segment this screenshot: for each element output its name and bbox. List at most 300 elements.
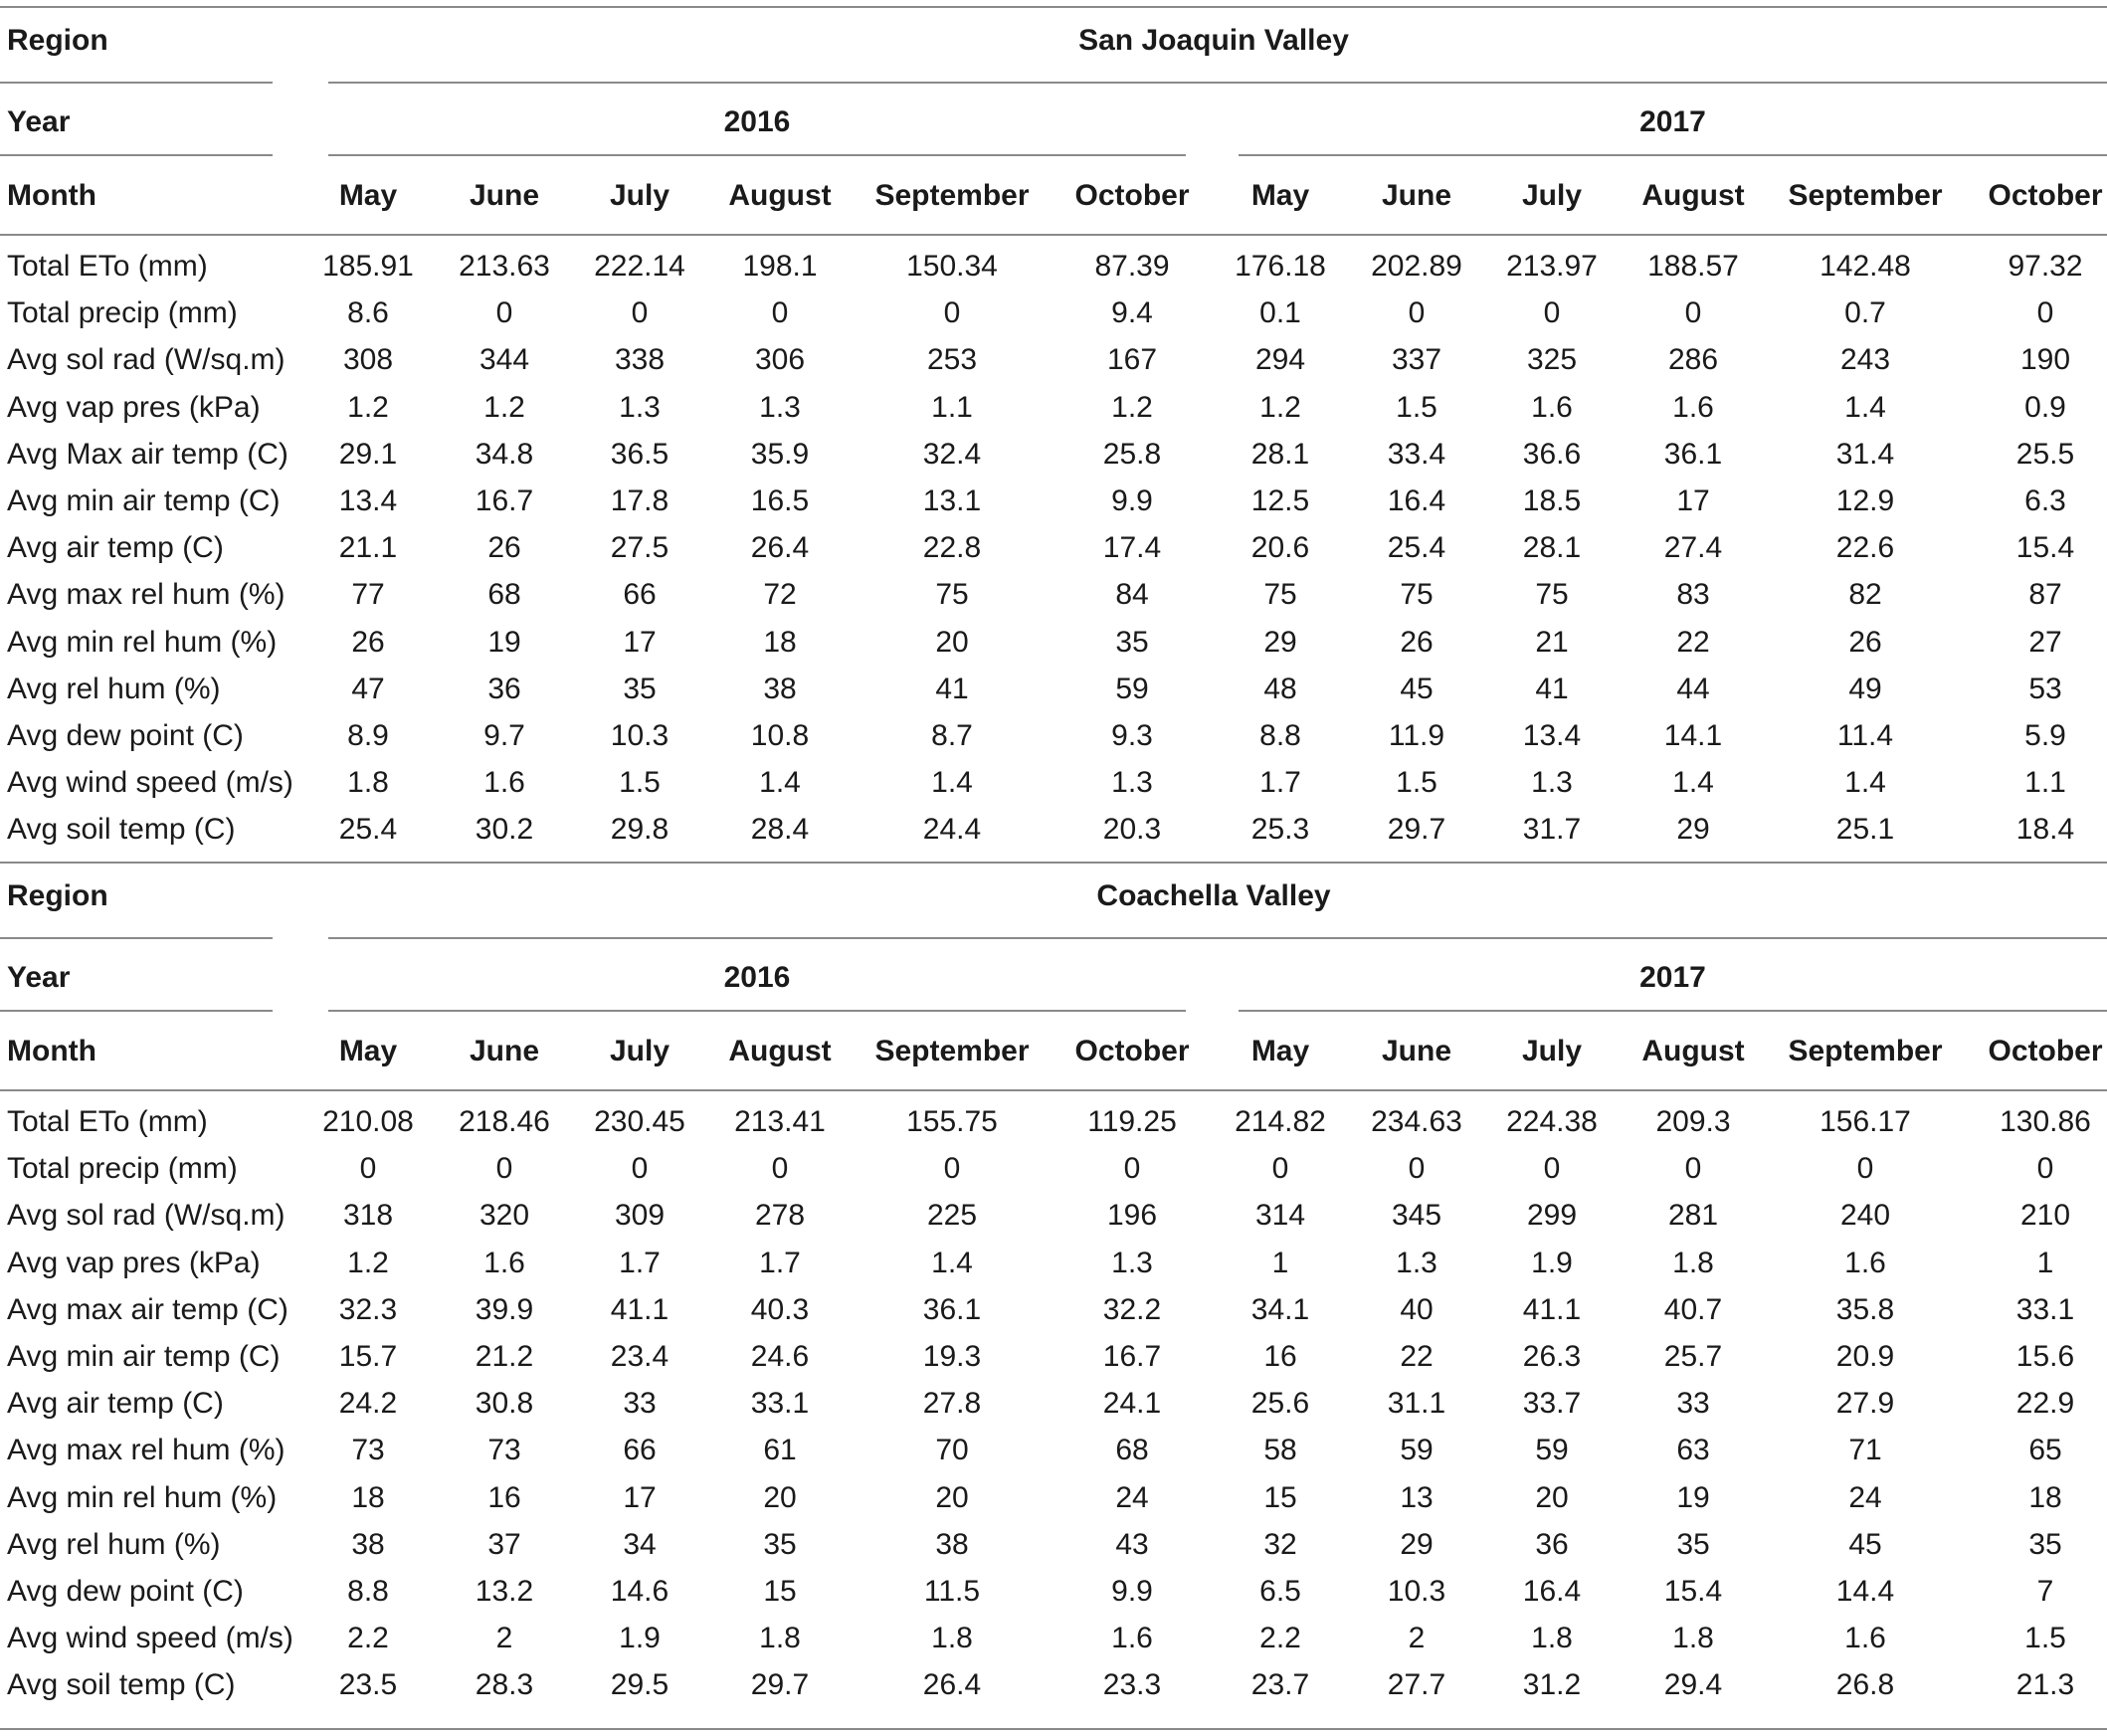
year-header-2017: 2017 bbox=[1639, 105, 1706, 138]
data-cell: 20.9 bbox=[1835, 1340, 1895, 1373]
data-cell: 209.3 bbox=[1655, 1105, 1731, 1138]
data-cell: 1.6 bbox=[1531, 391, 1573, 424]
data-cell: 25.4 bbox=[338, 813, 398, 846]
data-cell: 1.6 bbox=[1111, 1622, 1153, 1654]
data-cell: 11.5 bbox=[923, 1575, 981, 1608]
data-cell: 32.3 bbox=[338, 1293, 398, 1326]
data-cell: 10.3 bbox=[1387, 1575, 1446, 1608]
data-cell: 19 bbox=[1676, 1481, 1710, 1514]
data-cell: 1.3 bbox=[1111, 766, 1153, 799]
data-cell: 253 bbox=[926, 343, 978, 376]
data-cell: 26 bbox=[1848, 626, 1882, 659]
data-cell: 35 bbox=[2028, 1528, 2062, 1561]
data-cell: 21 bbox=[1535, 626, 1569, 659]
rule-year-2016 bbox=[328, 1010, 1186, 1012]
data-cell: 59 bbox=[1400, 1434, 1434, 1466]
year-header-2016: 2016 bbox=[723, 961, 791, 994]
rule-year-2017 bbox=[1239, 1010, 2107, 1012]
data-cell: 15.4 bbox=[2015, 531, 2075, 564]
row-label: Avg rel hum (%) bbox=[7, 673, 221, 705]
month-header: June bbox=[469, 1035, 540, 1067]
row-label: Total ETo (mm) bbox=[7, 250, 208, 283]
rule-label-column bbox=[0, 937, 273, 939]
data-cell: 142.48 bbox=[1820, 250, 1911, 283]
data-cell: 26 bbox=[487, 531, 521, 564]
data-cell: 15.7 bbox=[338, 1340, 398, 1373]
data-cell: 1.5 bbox=[619, 766, 661, 799]
data-cell: 66 bbox=[623, 1434, 657, 1466]
data-cell: 0 bbox=[1543, 1152, 1561, 1185]
data-cell: 0 bbox=[943, 296, 961, 329]
data-cell: 16.5 bbox=[750, 484, 810, 517]
data-cell: 20 bbox=[935, 1481, 969, 1514]
data-cell: 23.3 bbox=[1102, 1668, 1162, 1701]
data-cell: 9.4 bbox=[1111, 296, 1153, 329]
data-cell: 11.4 bbox=[1836, 719, 1894, 752]
data-cell: 36.1 bbox=[1663, 438, 1723, 471]
data-cell: 156.17 bbox=[1820, 1105, 1911, 1138]
data-cell: 35 bbox=[763, 1528, 797, 1561]
data-cell: 36.5 bbox=[610, 438, 670, 471]
data-cell: 33 bbox=[1676, 1387, 1710, 1420]
data-cell: 1 bbox=[1271, 1247, 1289, 1279]
data-cell: 27.5 bbox=[610, 531, 670, 564]
data-cell: 24.6 bbox=[750, 1340, 810, 1373]
data-cell: 9.9 bbox=[1111, 484, 1153, 517]
data-cell: 35 bbox=[1676, 1528, 1710, 1561]
month-header: July bbox=[1521, 179, 1583, 212]
data-cell: 43 bbox=[1115, 1528, 1149, 1561]
data-cell: 24.1 bbox=[1102, 1387, 1162, 1420]
data-cell: 38 bbox=[763, 673, 797, 705]
data-cell: 224.38 bbox=[1506, 1105, 1598, 1138]
data-cell: 150.34 bbox=[906, 250, 998, 283]
data-cell: 0 bbox=[1543, 296, 1561, 329]
data-cell: 1.6 bbox=[1844, 1622, 1886, 1654]
month-header: May bbox=[338, 179, 398, 212]
data-cell: 27.9 bbox=[1835, 1387, 1895, 1420]
year-label: Year bbox=[7, 961, 71, 994]
data-cell: 1.8 bbox=[1531, 1622, 1573, 1654]
data-cell: 13.4 bbox=[338, 484, 398, 517]
data-cell: 345 bbox=[1391, 1199, 1442, 1232]
data-cell: 190 bbox=[2019, 343, 2071, 376]
data-cell: 299 bbox=[1526, 1199, 1578, 1232]
data-cell: 31.7 bbox=[1522, 813, 1582, 846]
rule-region-span bbox=[328, 937, 2107, 939]
month-header: July bbox=[609, 1035, 670, 1067]
data-cell: 31.2 bbox=[1522, 1668, 1582, 1701]
data-cell: 8.8 bbox=[1259, 719, 1301, 752]
data-cell: 13.1 bbox=[922, 484, 982, 517]
data-cell: 75 bbox=[935, 578, 969, 611]
data-cell: 33.1 bbox=[2015, 1293, 2075, 1326]
table-top-rule bbox=[0, 6, 2107, 8]
data-cell: 33.7 bbox=[1522, 1387, 1582, 1420]
year-header-2017: 2017 bbox=[1639, 961, 1706, 994]
data-cell: 0 bbox=[1684, 1152, 1702, 1185]
row-label: Total ETo (mm) bbox=[7, 1105, 208, 1138]
month-header: June bbox=[1381, 1035, 1452, 1067]
data-cell: 0.1 bbox=[1259, 296, 1301, 329]
data-cell: 22 bbox=[1676, 626, 1710, 659]
data-cell: 14.1 bbox=[1663, 719, 1723, 752]
data-cell: 25.8 bbox=[1102, 438, 1162, 471]
data-cell: 24 bbox=[1115, 1481, 1149, 1514]
data-cell: 28.1 bbox=[1522, 531, 1582, 564]
data-cell: 35.9 bbox=[750, 438, 810, 471]
data-cell: 30.8 bbox=[475, 1387, 534, 1420]
row-label: Avg air temp (C) bbox=[7, 1387, 224, 1420]
data-cell: 1.4 bbox=[1844, 766, 1886, 799]
data-cell: 36.1 bbox=[922, 1293, 982, 1326]
data-cell: 1.4 bbox=[1672, 766, 1714, 799]
month-header: September bbox=[1788, 179, 1943, 212]
data-cell: 66 bbox=[623, 578, 657, 611]
month-header: August bbox=[728, 1035, 832, 1067]
region-label: Region bbox=[7, 879, 108, 912]
data-cell: 0 bbox=[771, 296, 789, 329]
data-cell: 22.9 bbox=[2015, 1387, 2075, 1420]
data-cell: 278 bbox=[754, 1199, 806, 1232]
data-cell: 33.4 bbox=[1387, 438, 1446, 471]
row-label: Avg Max air temp (C) bbox=[7, 438, 288, 471]
data-cell: 1.6 bbox=[483, 1247, 525, 1279]
data-cell: 14.4 bbox=[1835, 1575, 1895, 1608]
month-label: Month bbox=[7, 179, 96, 212]
data-cell: 36 bbox=[487, 673, 521, 705]
data-cell: 34.1 bbox=[1250, 1293, 1310, 1326]
data-cell: 210 bbox=[2019, 1199, 2071, 1232]
data-cell: 213.97 bbox=[1506, 250, 1598, 283]
data-cell: 1.2 bbox=[1111, 391, 1153, 424]
data-cell: 19.3 bbox=[922, 1340, 982, 1373]
row-label: Avg wind speed (m/s) bbox=[7, 1622, 293, 1654]
data-cell: 44 bbox=[1676, 673, 1710, 705]
data-cell: 202.89 bbox=[1371, 250, 1462, 283]
data-cell: 0 bbox=[2036, 296, 2054, 329]
data-cell: 22.8 bbox=[922, 531, 982, 564]
data-cell: 35 bbox=[1115, 626, 1149, 659]
data-cell: 21.3 bbox=[2015, 1668, 2075, 1701]
data-cell: 41.1 bbox=[610, 1293, 670, 1326]
data-cell: 40.3 bbox=[750, 1293, 810, 1326]
data-cell: 1.3 bbox=[759, 391, 801, 424]
data-cell: 185.91 bbox=[322, 250, 414, 283]
data-cell: 337 bbox=[1391, 343, 1442, 376]
data-cell: 1.3 bbox=[619, 391, 661, 424]
data-cell: 37 bbox=[487, 1528, 521, 1561]
data-cell: 281 bbox=[1667, 1199, 1719, 1232]
data-cell: 26 bbox=[1400, 626, 1434, 659]
data-cell: 344 bbox=[479, 343, 530, 376]
data-cell: 0 bbox=[359, 1152, 377, 1185]
row-label: Avg rel hum (%) bbox=[7, 1528, 221, 1561]
data-cell: 29 bbox=[1263, 626, 1297, 659]
data-cell: 1.9 bbox=[1531, 1247, 1573, 1279]
data-cell: 26.8 bbox=[1835, 1668, 1895, 1701]
data-cell: 0 bbox=[771, 1152, 789, 1185]
data-cell: 294 bbox=[1254, 343, 1306, 376]
year-label: Year bbox=[7, 105, 71, 138]
data-cell: 12.9 bbox=[1835, 484, 1895, 517]
month-header: May bbox=[1250, 179, 1310, 212]
data-cell: 1.3 bbox=[1396, 1247, 1437, 1279]
data-cell: 225 bbox=[926, 1199, 978, 1232]
row-label: Avg sol rad (W/sq.m) bbox=[7, 343, 286, 376]
data-cell: 15 bbox=[1263, 1481, 1297, 1514]
data-cell: 27 bbox=[2028, 626, 2062, 659]
data-cell: 1.7 bbox=[619, 1247, 661, 1279]
data-cell: 8.7 bbox=[931, 719, 973, 752]
data-cell: 23.5 bbox=[338, 1668, 398, 1701]
data-cell: 24.2 bbox=[338, 1387, 398, 1420]
data-cell: 188.57 bbox=[1647, 250, 1739, 283]
data-cell: 24.4 bbox=[922, 813, 982, 846]
data-cell: 7 bbox=[2036, 1575, 2054, 1608]
data-cell: 18.5 bbox=[1522, 484, 1582, 517]
data-cell: 1.5 bbox=[1396, 766, 1437, 799]
data-cell: 75 bbox=[1535, 578, 1569, 611]
data-cell: 0 bbox=[1408, 1152, 1426, 1185]
data-cell: 53 bbox=[2028, 673, 2062, 705]
row-label: Total precip (mm) bbox=[7, 1152, 238, 1185]
month-label: Month bbox=[7, 1035, 96, 1067]
data-cell: 213.41 bbox=[734, 1105, 826, 1138]
data-cell: 16 bbox=[487, 1481, 521, 1514]
data-cell: 314 bbox=[1254, 1199, 1306, 1232]
data-cell: 26 bbox=[351, 626, 385, 659]
data-cell: 1.8 bbox=[931, 1622, 973, 1654]
month-header: May bbox=[1250, 1035, 1310, 1067]
data-cell: 10.8 bbox=[750, 719, 810, 752]
data-cell: 34.8 bbox=[475, 438, 534, 471]
data-cell: 0.7 bbox=[1844, 296, 1886, 329]
data-cell: 155.75 bbox=[906, 1105, 998, 1138]
data-cell: 214.82 bbox=[1235, 1105, 1326, 1138]
data-cell: 32 bbox=[1263, 1528, 1297, 1561]
data-cell: 1.8 bbox=[759, 1622, 801, 1654]
data-cell: 0 bbox=[495, 296, 513, 329]
data-cell: 24 bbox=[1848, 1481, 1882, 1514]
data-cell: 70 bbox=[935, 1434, 969, 1466]
data-cell: 25.7 bbox=[1663, 1340, 1723, 1373]
data-cell: 8.9 bbox=[347, 719, 389, 752]
section-bottom-rule bbox=[0, 1728, 2107, 1730]
row-label: Avg wind speed (m/s) bbox=[7, 766, 293, 799]
data-cell: 36 bbox=[1535, 1528, 1569, 1561]
data-cell: 27.4 bbox=[1663, 531, 1723, 564]
data-cell: 26.4 bbox=[750, 531, 810, 564]
data-cell: 16.4 bbox=[1387, 484, 1446, 517]
region-title: Coachella Valley bbox=[1096, 879, 1331, 912]
data-cell: 77 bbox=[351, 578, 385, 611]
data-cell: 75 bbox=[1400, 578, 1434, 611]
month-header: May bbox=[338, 1035, 398, 1067]
data-cell: 1.7 bbox=[1259, 766, 1301, 799]
data-cell: 1.2 bbox=[347, 1247, 389, 1279]
data-cell: 0 bbox=[1684, 296, 1702, 329]
data-cell: 84 bbox=[1115, 578, 1149, 611]
data-cell: 17 bbox=[623, 1481, 657, 1514]
data-cell: 286 bbox=[1667, 343, 1719, 376]
data-cell: 1.3 bbox=[1531, 766, 1573, 799]
data-cell: 1.4 bbox=[759, 766, 801, 799]
data-cell: 87.39 bbox=[1094, 250, 1170, 283]
data-cell: 25.5 bbox=[2015, 438, 2075, 471]
region-title: San Joaquin Valley bbox=[1078, 24, 1349, 57]
data-cell: 17.4 bbox=[1102, 531, 1162, 564]
data-cell: 15.4 bbox=[1663, 1575, 1723, 1608]
data-cell: 0 bbox=[631, 1152, 649, 1185]
data-cell: 21.1 bbox=[338, 531, 398, 564]
data-cell: 18.4 bbox=[2015, 813, 2075, 846]
data-cell: 34 bbox=[623, 1528, 657, 1561]
data-cell: 29.7 bbox=[750, 1668, 810, 1701]
data-cell: 17.8 bbox=[610, 484, 670, 517]
row-label: Avg max rel hum (%) bbox=[7, 1434, 286, 1466]
data-cell: 18 bbox=[351, 1481, 385, 1514]
month-header: August bbox=[1641, 179, 1745, 212]
data-cell: 27.7 bbox=[1387, 1668, 1446, 1701]
data-cell: 25.3 bbox=[1250, 813, 1310, 846]
data-cell: 210.08 bbox=[322, 1105, 414, 1138]
month-header: October bbox=[1074, 1035, 1190, 1067]
data-cell: 1.1 bbox=[2024, 766, 2066, 799]
data-cell: 1.2 bbox=[483, 391, 525, 424]
row-label: Avg vap pres (kPa) bbox=[7, 391, 261, 424]
data-cell: 2.2 bbox=[1259, 1622, 1301, 1654]
data-cell: 40.7 bbox=[1663, 1293, 1723, 1326]
month-header: August bbox=[728, 179, 832, 212]
data-cell: 240 bbox=[1839, 1199, 1891, 1232]
data-cell: 1.2 bbox=[1259, 391, 1301, 424]
data-cell: 176.18 bbox=[1235, 250, 1326, 283]
data-cell: 1.6 bbox=[483, 766, 525, 799]
data-cell: 1.8 bbox=[1672, 1247, 1714, 1279]
data-cell: 29 bbox=[1400, 1528, 1434, 1561]
data-cell: 1.1 bbox=[931, 391, 973, 424]
data-cell: 25.1 bbox=[1835, 813, 1895, 846]
data-cell: 196 bbox=[1106, 1199, 1158, 1232]
month-header: October bbox=[1074, 179, 1190, 212]
data-cell: 32.2 bbox=[1102, 1293, 1162, 1326]
data-cell: 5.9 bbox=[2024, 719, 2066, 752]
data-cell: 13.2 bbox=[475, 1575, 534, 1608]
year-header-2016: 2016 bbox=[723, 105, 791, 138]
data-cell: 9.7 bbox=[483, 719, 525, 752]
data-cell: 38 bbox=[935, 1528, 969, 1561]
month-header: June bbox=[469, 179, 540, 212]
data-cell: 0 bbox=[943, 1152, 961, 1185]
data-cell: 59 bbox=[1115, 673, 1149, 705]
row-label: Avg min air temp (C) bbox=[7, 1340, 281, 1373]
data-cell: 8.8 bbox=[347, 1575, 389, 1608]
data-cell: 29.5 bbox=[610, 1668, 670, 1701]
data-cell: 243 bbox=[1839, 343, 1891, 376]
data-cell: 40 bbox=[1400, 1293, 1434, 1326]
data-cell: 83 bbox=[1676, 578, 1710, 611]
data-cell: 2 bbox=[495, 1622, 513, 1654]
data-cell: 0 bbox=[1408, 296, 1426, 329]
rule-region-span bbox=[328, 82, 2107, 84]
data-cell: 58 bbox=[1263, 1434, 1297, 1466]
data-cell: 71 bbox=[1848, 1434, 1882, 1466]
data-cell: 41.1 bbox=[1522, 1293, 1582, 1326]
month-header: September bbox=[874, 1035, 1030, 1067]
data-cell: 320 bbox=[479, 1199, 530, 1232]
data-cell: 234.63 bbox=[1371, 1105, 1462, 1138]
data-cell: 33 bbox=[623, 1387, 657, 1420]
data-cell: 28.4 bbox=[750, 813, 810, 846]
data-cell: 45 bbox=[1848, 1528, 1882, 1561]
data-cell: 18 bbox=[2028, 1481, 2062, 1514]
data-cell: 17 bbox=[623, 626, 657, 659]
row-label: Avg soil temp (C) bbox=[7, 813, 236, 846]
data-cell: 45 bbox=[1400, 673, 1434, 705]
data-cell: 49 bbox=[1848, 673, 1882, 705]
data-cell: 20 bbox=[935, 626, 969, 659]
row-label: Avg min rel hum (%) bbox=[7, 626, 278, 659]
data-cell: 41 bbox=[935, 673, 969, 705]
data-cell: 14.6 bbox=[610, 1575, 670, 1608]
data-cell: 28.1 bbox=[1250, 438, 1310, 471]
data-cell: 25.6 bbox=[1250, 1387, 1310, 1420]
data-cell: 22 bbox=[1400, 1340, 1434, 1373]
data-cell: 75 bbox=[1263, 578, 1297, 611]
data-cell: 26.4 bbox=[922, 1668, 982, 1701]
data-cell: 338 bbox=[614, 343, 666, 376]
data-cell: 1.5 bbox=[1396, 391, 1437, 424]
data-cell: 8.6 bbox=[347, 296, 389, 329]
data-cell: 59 bbox=[1535, 1434, 1569, 1466]
data-cell: 1 bbox=[2036, 1247, 2054, 1279]
data-cell: 18 bbox=[763, 626, 797, 659]
data-cell: 39.9 bbox=[475, 1293, 534, 1326]
data-cell: 1.6 bbox=[1844, 1247, 1886, 1279]
data-cell: 1.6 bbox=[1672, 391, 1714, 424]
data-cell: 218.46 bbox=[459, 1105, 550, 1138]
data-cell: 32.4 bbox=[922, 438, 982, 471]
data-cell: 1.4 bbox=[1844, 391, 1886, 424]
data-cell: 167 bbox=[1106, 343, 1158, 376]
data-cell: 61 bbox=[763, 1434, 797, 1466]
data-cell: 35.8 bbox=[1835, 1293, 1895, 1326]
rule-year-2017 bbox=[1239, 154, 2107, 156]
data-cell: 29 bbox=[1676, 813, 1710, 846]
data-cell: 23.4 bbox=[610, 1340, 670, 1373]
data-cell: 15 bbox=[763, 1575, 797, 1608]
row-label: Avg vap pres (kPa) bbox=[7, 1247, 261, 1279]
data-cell: 0.9 bbox=[2024, 391, 2066, 424]
data-cell: 29.4 bbox=[1663, 1668, 1723, 1701]
data-cell: 1.8 bbox=[347, 766, 389, 799]
data-cell: 68 bbox=[1115, 1434, 1149, 1466]
data-cell: 16.7 bbox=[1102, 1340, 1162, 1373]
row-label: Avg max air temp (C) bbox=[7, 1293, 288, 1326]
data-cell: 31.4 bbox=[1835, 438, 1895, 471]
data-cell: 1.2 bbox=[347, 391, 389, 424]
data-cell: 6.5 bbox=[1259, 1575, 1301, 1608]
data-cell: 13 bbox=[1400, 1481, 1434, 1514]
data-cell: 0 bbox=[1856, 1152, 1874, 1185]
month-header: September bbox=[1788, 1035, 1943, 1067]
data-cell: 13.4 bbox=[1522, 719, 1582, 752]
row-label: Avg dew point (C) bbox=[7, 719, 244, 752]
data-cell: 31.1 bbox=[1387, 1387, 1446, 1420]
data-cell: 10.3 bbox=[610, 719, 670, 752]
data-cell: 222.14 bbox=[594, 250, 685, 283]
